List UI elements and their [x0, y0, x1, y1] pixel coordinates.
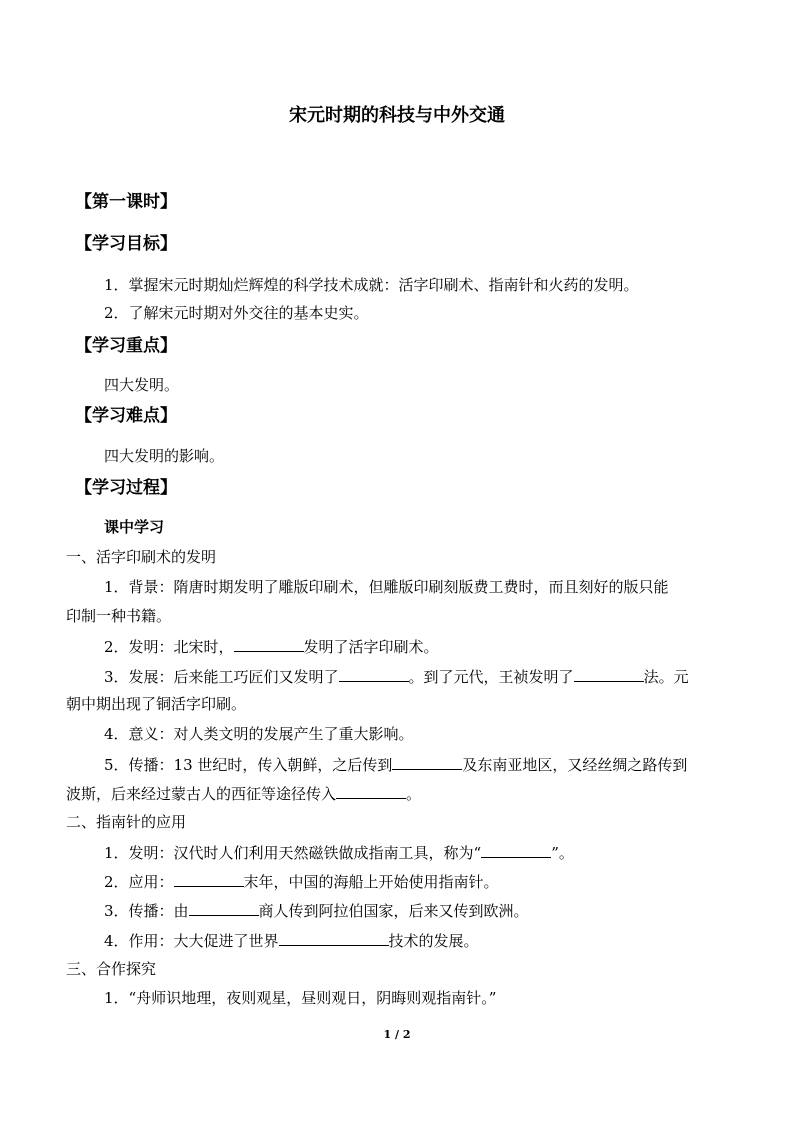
difficulties-text: 四大发明的影响。 — [104, 447, 225, 465]
goal-item-1: 1．掌握宋元时期灿烂辉煌的科学技术成就：活字印刷术、指南针和火药的发明。 — [104, 276, 639, 294]
part1-item2-text-b: 发明了活字印刷术。 — [303, 638, 439, 656]
part3-item1: 1．“舟师识地理，夜则观星，昼则观日，阴晦则观指南针。” — [104, 989, 497, 1007]
fill-blank — [189, 900, 259, 916]
part1-item2-text-a: 2．发明：北宋时， — [104, 638, 234, 656]
part1-item5-text-d: 。 — [406, 785, 422, 803]
part1-item3-text-c: 法。元 — [643, 668, 689, 686]
fill-blank — [279, 930, 389, 946]
fill-blank — [174, 871, 244, 887]
heading-goals: 【学习目标】 — [75, 234, 177, 254]
part2-item3-text-b: 商人传到阿拉伯国家，后来又传到欧洲。 — [258, 902, 529, 920]
part2-item2-text-b: 末年，中国的海船上开始使用指南针。 — [243, 873, 499, 891]
part2-item4 — [104, 930, 479, 951]
part2-item1 — [104, 842, 574, 863]
document-title: 宋元时期的科技与中外交通 — [289, 105, 505, 126]
part3-heading: 三、合作探究 — [66, 960, 157, 978]
part1-item1-line2: 印制一种书籍。 — [66, 607, 172, 625]
fill-blank — [574, 666, 644, 682]
part1-item5-text-c: 波斯，后来经过蒙古人的西征等途径传入 — [66, 785, 337, 803]
part2-item3-text-a: 3．传播：由 — [104, 902, 189, 920]
part2-heading: 二、指南针的应用 — [66, 813, 187, 831]
fill-blank — [336, 783, 406, 799]
key-points-text: 四大发明。 — [104, 376, 180, 394]
part1-item3 — [104, 666, 689, 687]
part1-item3-text-a: 3．发展：后来能工巧匠们又发明了 — [104, 668, 339, 686]
goal-item-2: 2．了解宋元时期对外交往的基本史实。 — [104, 304, 369, 322]
heading-lesson: 【第一课时】 — [75, 192, 177, 212]
page-number: 1 / 2 — [383, 1028, 411, 1041]
part1-item1-line1: 1．背景：隋唐时期发明了雕版印刷术，但雕版印刷刻版费工费时，而且刻好的版只能 — [104, 578, 669, 596]
part2-item1-text-b: ”。 — [551, 844, 574, 862]
part2-item2 — [104, 871, 499, 892]
part1-item5 — [104, 754, 687, 775]
fill-blank — [234, 636, 304, 652]
part2-item4-text-a: 4．作用：大大促进了世界 — [104, 932, 279, 950]
heading-difficulties: 【学习难点】 — [75, 406, 177, 426]
part1-item3-line2: 朝中期出现了铜活字印刷。 — [66, 695, 247, 713]
fill-blank — [392, 754, 462, 770]
part1-heading: 一、活字印刷术的发明 — [66, 548, 217, 566]
part1-item5-text-a: 5．传播：13 世纪时，传入朝鲜，之后传到 — [104, 756, 393, 774]
part1-item4: 4．意义：对人类文明的发展产生了重大影响。 — [104, 725, 414, 743]
part1-item3-text-b: 。到了元代，王祯发明了 — [408, 668, 574, 686]
part1-item5-line2 — [66, 783, 421, 804]
part2-item1-text-a: 1．发明：汉代时人们利用天然磁铁做成指南工具，称为“ — [104, 844, 482, 862]
fill-blank — [339, 666, 409, 682]
part2-item2-text-a: 2．应用： — [104, 873, 174, 891]
heading-process: 【学习过程】 — [75, 478, 177, 498]
part1-item2 — [104, 636, 439, 657]
heading-key-points: 【学习重点】 — [75, 336, 177, 356]
part2-item4-text-b: 技术的发展。 — [388, 932, 479, 950]
fill-blank — [481, 842, 551, 858]
part2-item3 — [104, 900, 529, 921]
part1-item5-text-b: 及东南亚地区，又经丝绸之路传到 — [462, 756, 688, 774]
in-class-label: 课中学习 — [104, 518, 165, 536]
